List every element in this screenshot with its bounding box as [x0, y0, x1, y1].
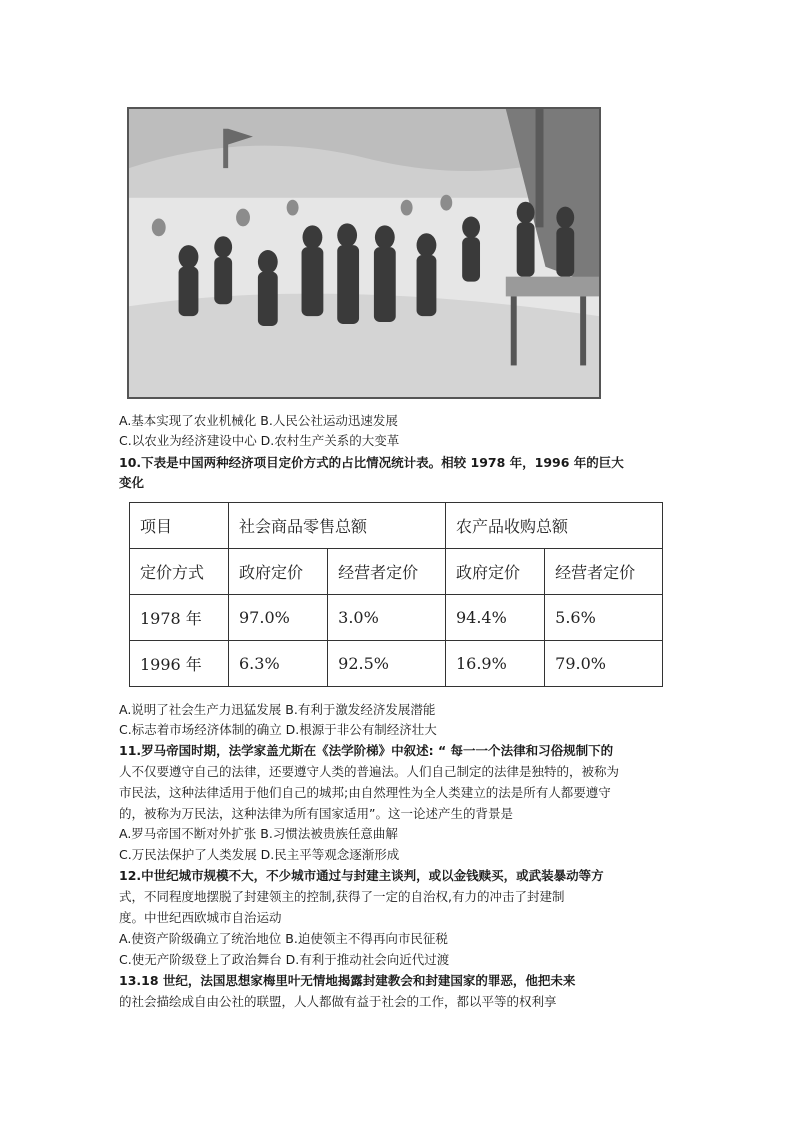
- q12-option-line-2: C.使无产阶级登上了政治舞台 D.有利于推动社会向近代过渡: [119, 952, 450, 967]
- table-cell: 农产品收购总额: [445, 503, 662, 549]
- table-cell: 97.0%: [229, 595, 328, 641]
- table-cell: 经营者定价: [328, 549, 446, 595]
- table-cell: 92.5%: [328, 641, 446, 687]
- q12-option-line-1: A.使资产阶级确立了统治地位 B.迫使领主不得再向市民征税: [119, 931, 448, 946]
- table-cell: 经营者定价: [545, 549, 663, 595]
- q10-stem-line-2: 变化: [119, 475, 145, 490]
- q11-stem-line-4: 的，被称为万民法，这种法律为所有国家适用”。这一论述产生的背景是: [119, 806, 513, 821]
- table-cell: 1996 年: [130, 641, 229, 687]
- table-cell: 政府定价: [229, 549, 328, 595]
- q10-option-line-2: C.标志着市场经济体制的确立 D.根源于非公有制经济壮大: [119, 722, 437, 737]
- q11-option-line-2: C.万民法保护了人类发展 D.民主平等观念逐渐形成: [119, 847, 400, 862]
- q13-stem-line-1: 13.18 世纪，法国思想家梅里叶无情地揭露封建教会和封建国家的罪恶，他把未来: [119, 973, 576, 988]
- q12-stem-line-1: 12.中世纪城市规模不大，不少城市通过与封建主谈判，或以金钱赎买，或武装暴动等方: [119, 868, 604, 883]
- q10-stem-line-1: 10.下表是中国两种经济项目定价方式的占比情况统计表。相较 1978 年，1996 年的巨大: [119, 455, 624, 470]
- table-cell: 政府定价: [445, 549, 544, 595]
- q9-option-line-1: A.基本实现了农业机械化 B.人民公社运动迅速发展: [119, 413, 398, 428]
- q12-stem-line-2: 式，不同程度地摆脱了封建领主的控制,获得了一定的自治权,有力的冲击了封建制: [119, 889, 565, 904]
- pricing-table: [129, 502, 663, 687]
- table-cell: 项目: [130, 503, 229, 549]
- table-header-row-1: [130, 503, 663, 549]
- question-illustration: [127, 107, 601, 399]
- q11-stem-line-1: 11.罗马帝国时期，法学家盖尤斯在《法学阶梯》中叙述: “ 每一一个法律和习俗规制下的: [119, 743, 614, 758]
- table-cell: 16.9%: [445, 641, 544, 687]
- table-header-row-2: [130, 549, 663, 595]
- table-cell: 1978 年: [130, 595, 229, 641]
- table-row: [130, 595, 663, 641]
- table-cell: 6.3%: [229, 641, 328, 687]
- table-cell: 定价方式: [130, 549, 229, 595]
- table-cell: 79.0%: [545, 641, 663, 687]
- q9-option-line-2: C.以农业为经济建设中心 D.农村生产关系的大变革: [119, 433, 400, 448]
- q11-option-line-1: A.罗马帝国不断对外扩张 B.习惯法被贵族任意曲解: [119, 826, 398, 841]
- table-row: [130, 641, 663, 687]
- table-cell: 94.4%: [445, 595, 544, 641]
- q12-stem-line-3: 度。中世纪西欧城市自治运动: [119, 910, 282, 925]
- table-cell: 5.6%: [545, 595, 663, 641]
- q10-option-line-1: A.说明了社会生产力迅猛发展 B.有利于激发经济发展潜能: [119, 702, 436, 717]
- table-cell: 3.0%: [328, 595, 446, 641]
- illustration-art: [129, 109, 599, 397]
- table-cell: 社会商品零售总额: [229, 503, 446, 549]
- q11-stem-line-3: 市民法，这种法律适用于他们自己的城邦;由自然理性为全人类建立的法是所有人都要遵守: [119, 785, 611, 800]
- q11-stem-line-2: 人不仅要遵守自己的法律，还要遵守人类的普遍法。人们自己制定的法律是独特的，被称为: [119, 764, 620, 779]
- q13-stem-line-2: 的社会描绘成自由公社的联盟，人人都做有益于社会的工作，都以平等的权利享: [119, 994, 557, 1009]
